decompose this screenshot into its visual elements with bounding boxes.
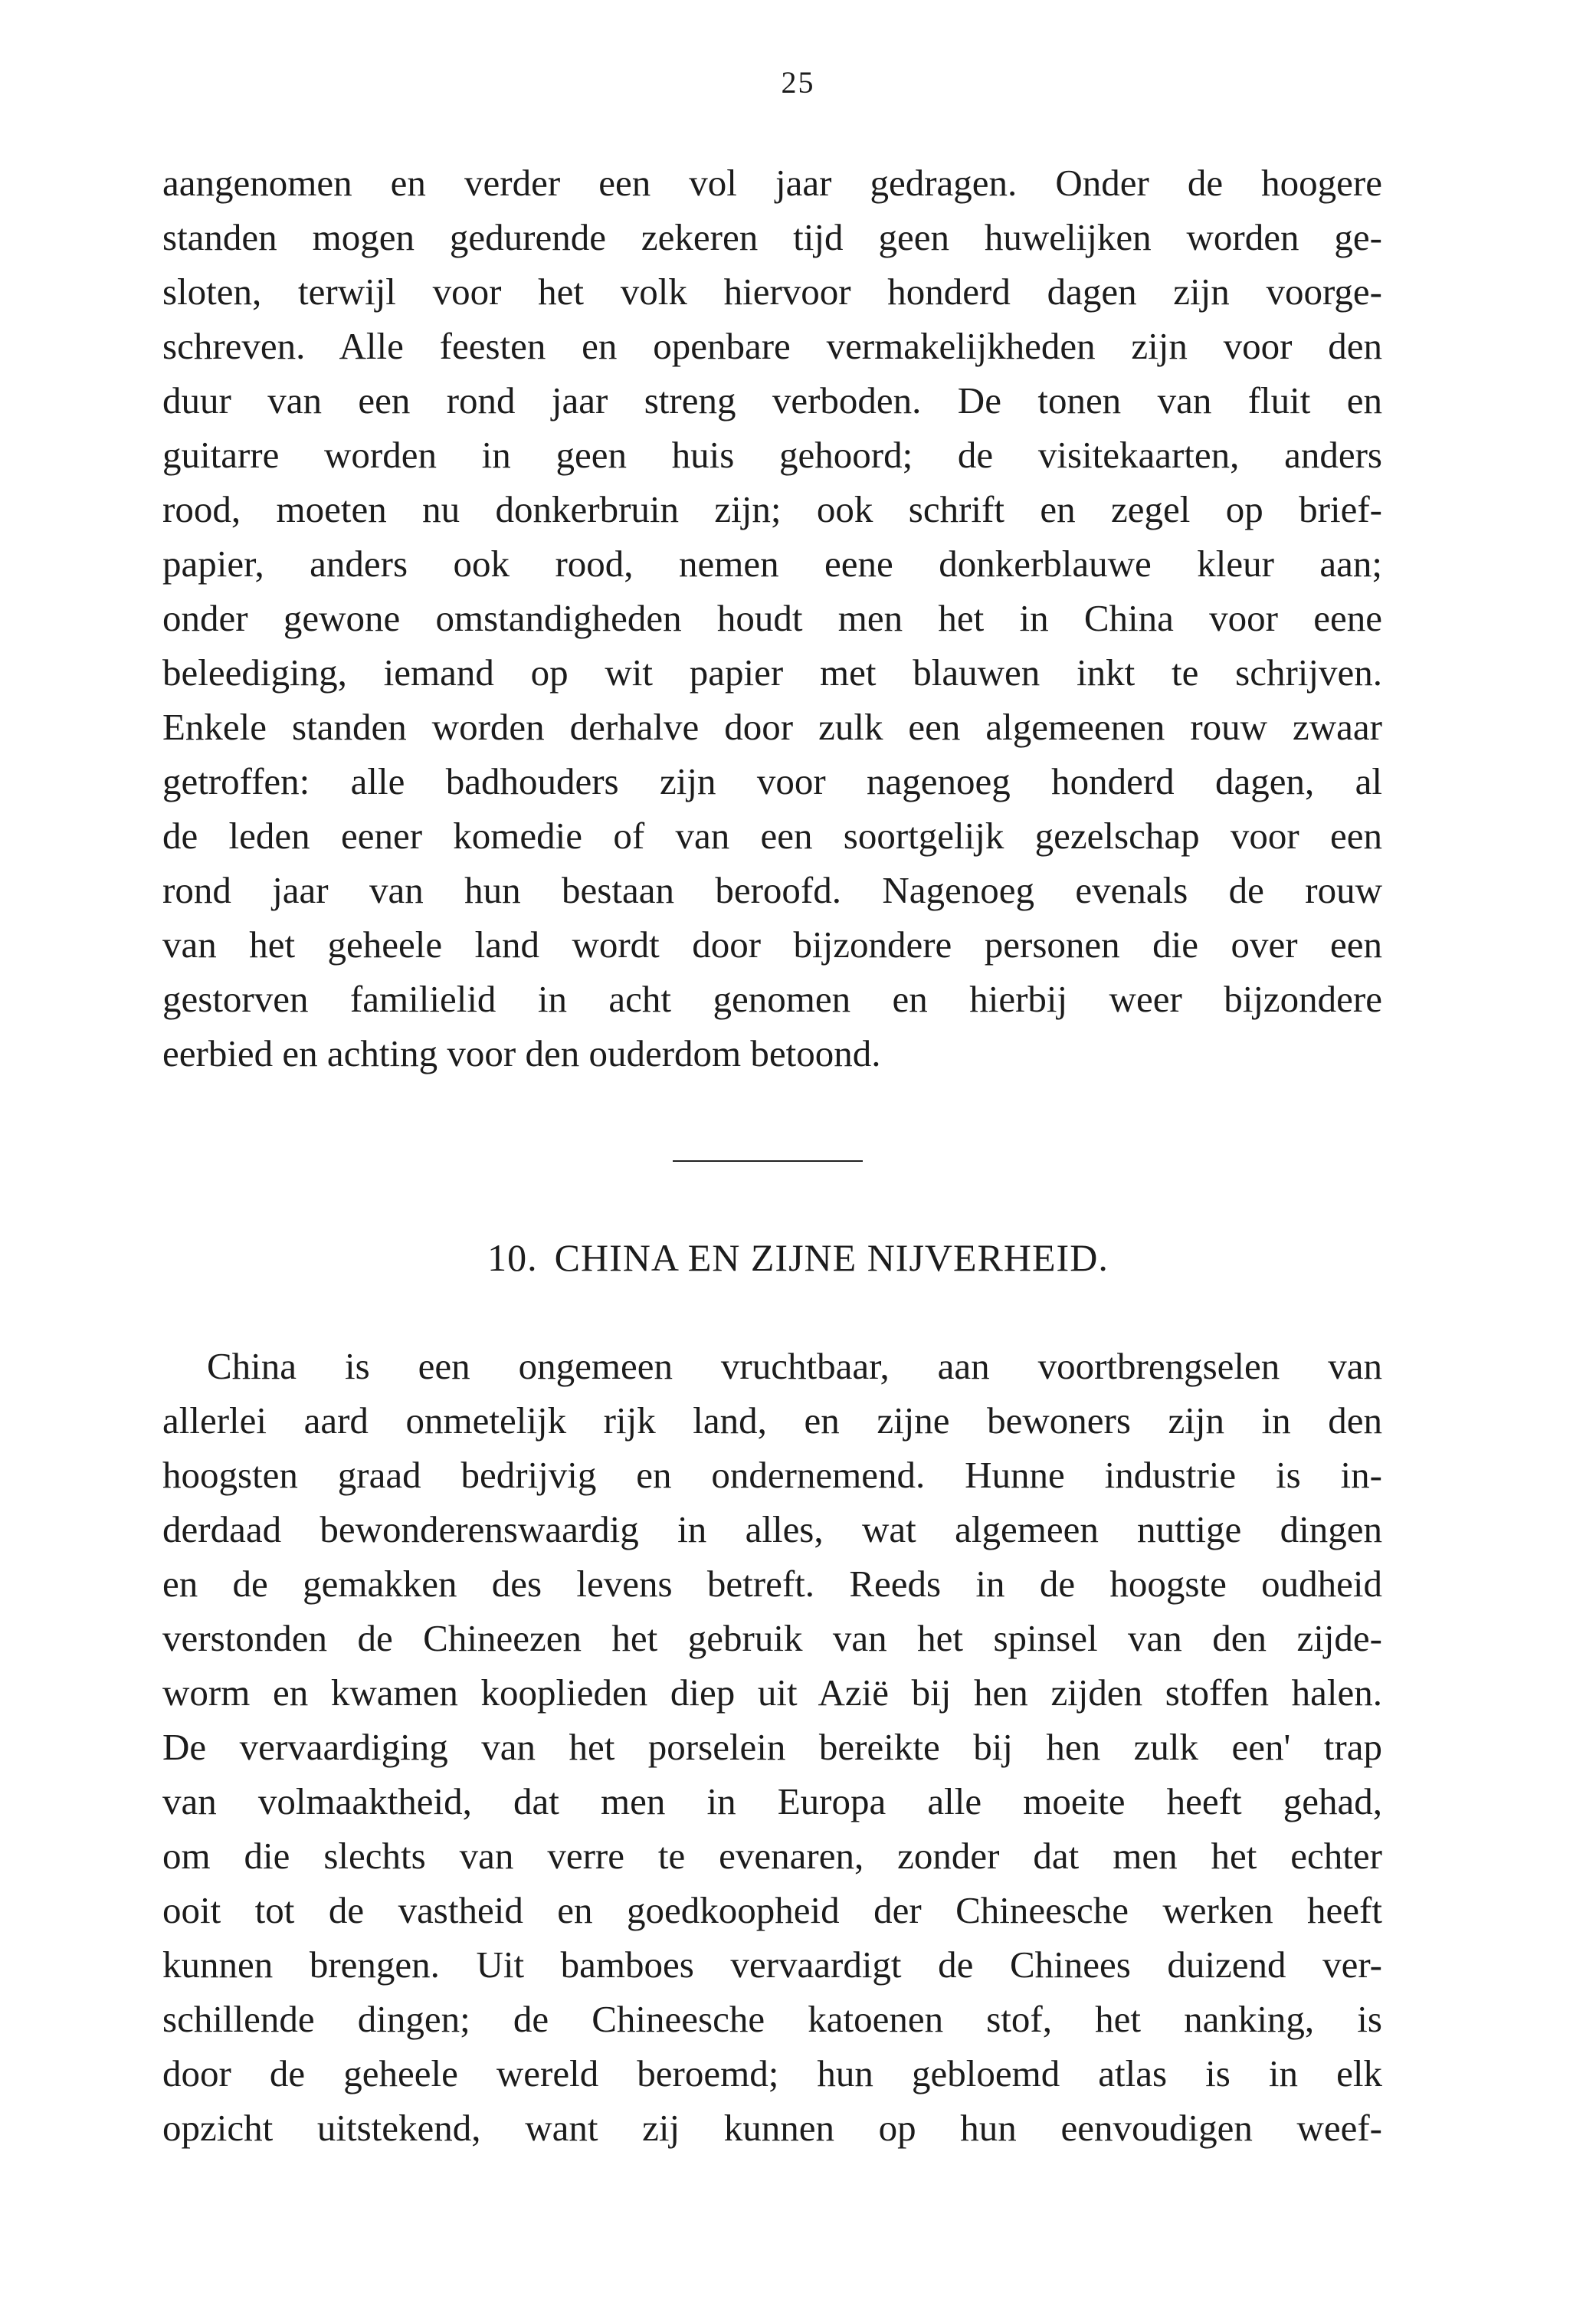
section-title: CHINA EN ZIJNE NIJVERHEID. — [554, 1236, 1109, 1279]
section-number: 10. — [487, 1236, 538, 1279]
text-line: Enkele standen worden derhalve door zulk een algemeenen rouw zwaar — [162, 706, 1382, 748]
text-line: opzicht uitstekend, want zij kunnen op hun eenvoudigen weef- — [162, 2107, 1382, 2149]
text-line: De vervaardiging van het porselein bereikte bij hen zulk een' trap — [162, 1726, 1382, 1768]
section-heading — [0, 1235, 1596, 1280]
text-line: en de gemakken des levens betreft. Reeds in de hoogste oudheid — [162, 1563, 1382, 1605]
text-line: rond jaar van hun bestaan beroofd. Nagenoeg evenals de rouw — [162, 869, 1382, 911]
section-divider — [673, 1160, 863, 1162]
text-line: papier, anders ook rood, nemen eene donkerblauwe kleur aan; — [162, 543, 1382, 585]
text-line: hoogsten graad bedrijvig en ondernemend. Hunne industrie is in- — [162, 1454, 1382, 1496]
text-line: worm en kwamen kooplieden diep uit Azië bij hen zijden stoffen halen. — [162, 1671, 1382, 1714]
text-line: verstonden de Chineezen het gebruik van het spinsel van den zijde- — [162, 1617, 1382, 1659]
text-line: standen mogen gedurende zekeren tijd geen huwelijken worden ge- — [162, 216, 1382, 258]
text-line: sloten, terwijl voor het volk hiervoor honderd dagen zijn voorge- — [162, 271, 1382, 313]
section-2-paragraph — [162, 1339, 1382, 2155]
text-line: gestorven familielid in acht genomen en hierbij weer bijzondere — [162, 978, 1382, 1020]
text-line: guitarre worden in geen huis gehoord; de visitekaarten, anders — [162, 434, 1382, 476]
text-line: van het geheele land wordt door bijzondere personen die over een — [162, 923, 1382, 966]
text-line: getroffen: alle badhouders zijn voor nagenoeg honderd dagen, al — [162, 760, 1382, 802]
text-line: ooit tot de vastheid en goedkoopheid der Chineesche werken heeft — [162, 1889, 1382, 1931]
text-line: rood, moeten nu donkerbruin zijn; ook schrift en zegel op brief- — [162, 488, 1382, 530]
text-line: onder gewone omstandigheden houdt men het in China voor eene — [162, 597, 1382, 639]
section-1-paragraph — [162, 156, 1382, 1081]
text-line: eerbied en achting voor den ouderdom betoond. — [162, 1032, 881, 1074]
text-line: kunnen brengen. Uit bamboes vervaardigt de Chinees duizend ver- — [162, 1944, 1382, 1986]
page-number: 25 — [781, 65, 815, 100]
text-line: beleediging, iemand op wit papier met blauwen inkt te schrijven. — [162, 651, 1382, 694]
text-line: China is een ongemeen vruchtbaar, aan voortbrengselen van — [207, 1345, 1382, 1387]
text-line: door de geheele wereld beroemd; hun gebloemd atlas is in elk — [162, 2052, 1382, 2094]
text-line: om die slechts van verre te evenaren, zonder dat men het echter — [162, 1835, 1382, 1877]
text-line: aangenomen en verder een vol jaar gedragen. Onder de hoogere — [162, 162, 1382, 204]
text-line: van volmaaktheid, dat men in Europa alle moeite heeft gehad, — [162, 1780, 1382, 1822]
text-line: schillende dingen; de Chineesche katoenen stof, het nanking, is — [162, 1998, 1382, 2040]
text-line: duur van een rond jaar streng verboden. De tonen van fluit en — [162, 379, 1382, 422]
text-line: de leden eener komedie of van een soortgelijk gezelschap voor een — [162, 815, 1382, 857]
text-line: derdaad bewonderenswaardig in alles, wat algemeen nuttige dingen — [162, 1508, 1382, 1550]
text-line: schreven. Alle feesten en openbare vermakelijkheden zijn voor den — [162, 325, 1382, 367]
text-line: allerlei aard onmetelijk rijk land, en zijne bewoners zijn in den — [162, 1399, 1382, 1442]
